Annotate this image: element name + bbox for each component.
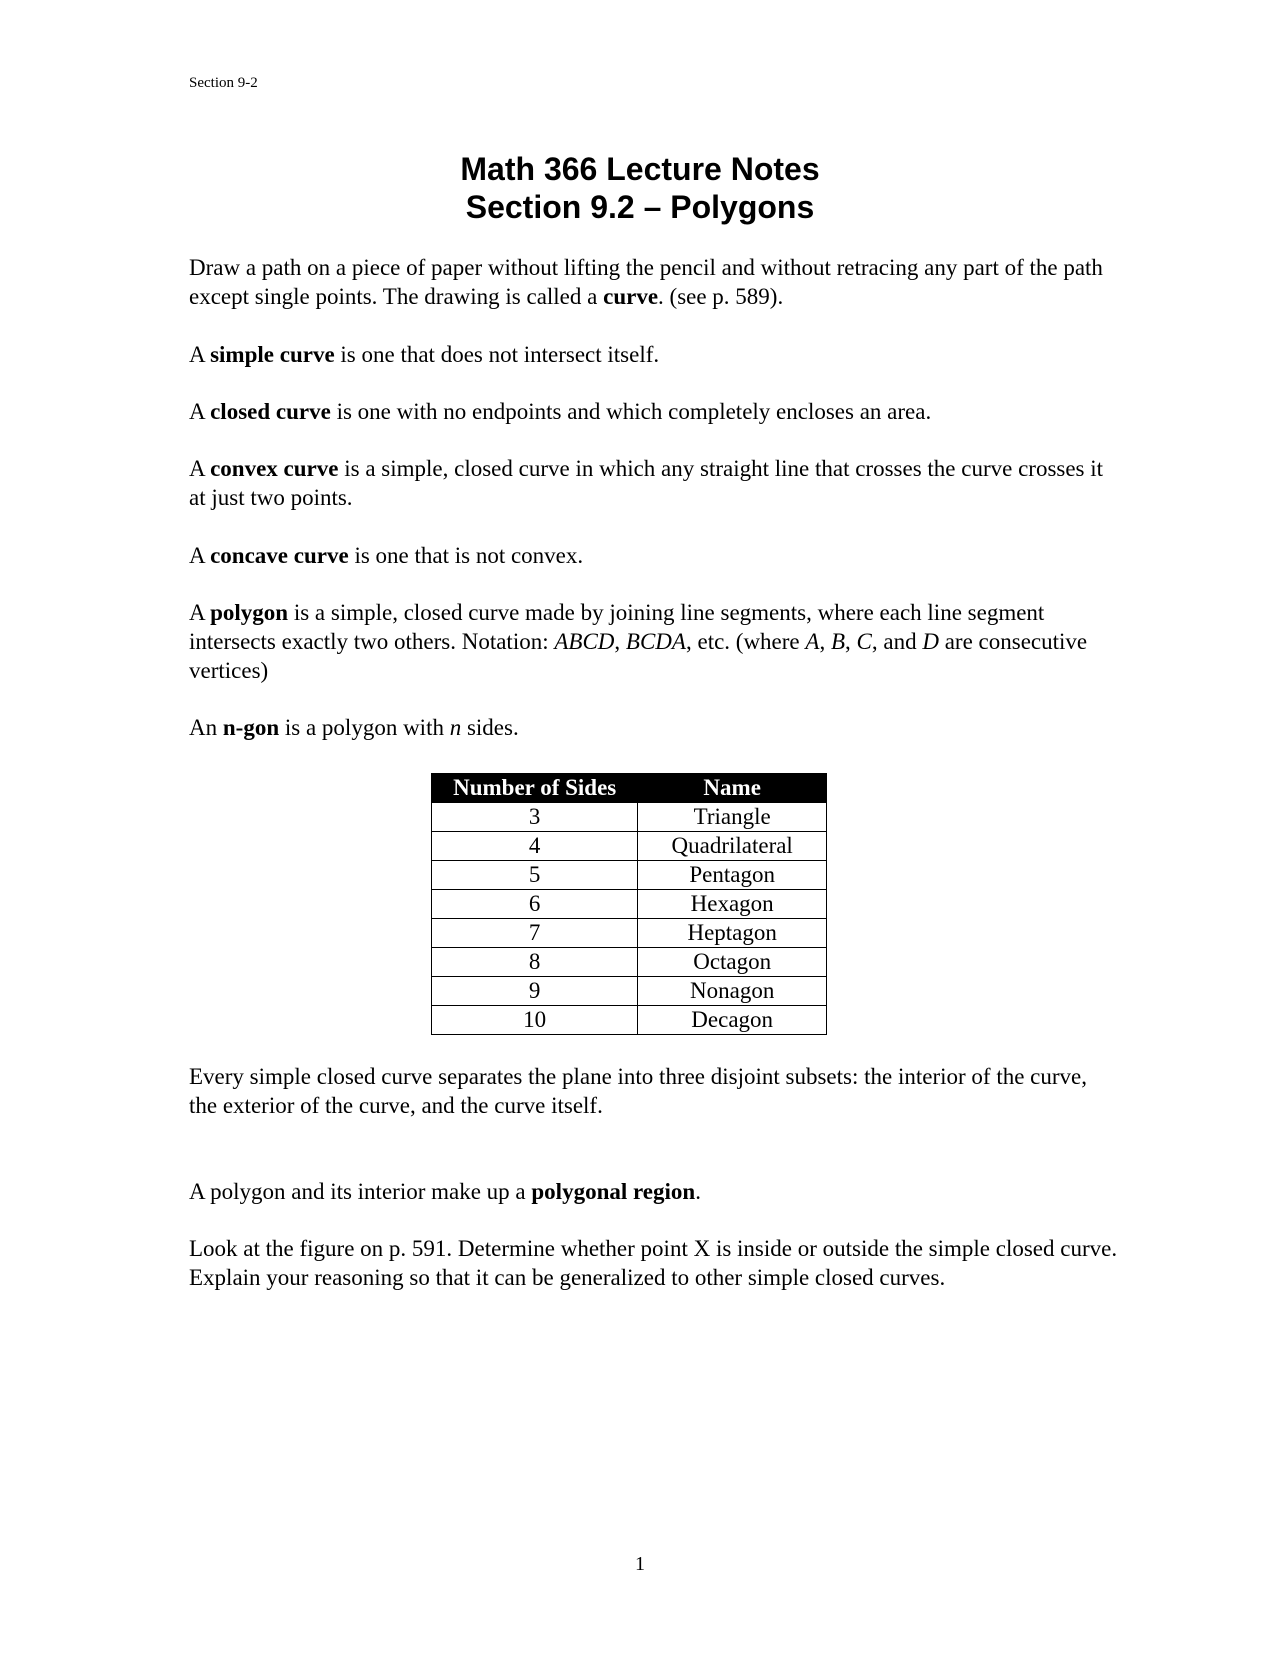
table-row [432, 1006, 827, 1035]
cell-name: Quadrilateral [638, 832, 827, 861]
term-simple-curve: simple curve [210, 342, 335, 367]
paragraph-simple-curve: A simple curve is one that does not intersect itself. [189, 342, 660, 367]
table-row [432, 948, 827, 977]
table-row [432, 832, 827, 861]
paragraph-polygonal-region: A polygon and its interior make up a polygonal region. [189, 1179, 701, 1204]
column-header-name: Name [638, 774, 827, 803]
document-title-line1: Math 366 Lecture Notes [460, 151, 820, 187]
term-convex-curve: convex curve [210, 456, 339, 481]
polygon-names-table [431, 773, 827, 1035]
cell-sides: 4 [432, 832, 638, 861]
cell-sides: 10 [432, 1006, 638, 1035]
cell-sides: 8 [432, 948, 638, 977]
term-n-gon: n-gon [222, 715, 280, 740]
cell-name: Octagon [638, 948, 827, 977]
cell-name: Heptagon [638, 919, 827, 948]
cell-sides: 9 [432, 977, 638, 1006]
table-row [432, 919, 827, 948]
table-row [432, 861, 827, 890]
term-polygon: polygon [210, 600, 289, 625]
table-header-row [432, 774, 827, 803]
cell-sides: 7 [432, 919, 638, 948]
paragraph-plane-subsets: Every simple closed curve separates the plane into three disjoint subsets: the interior of the curve, the exterior of the curve, and the curve itself. [189, 1064, 1087, 1118]
cell-name: Decagon [638, 1006, 827, 1035]
table-row [432, 803, 827, 832]
cell-name: Pentagon [638, 861, 827, 890]
cell-sides: 3 [432, 803, 638, 832]
table-row [432, 890, 827, 919]
cell-name: Triangle [638, 803, 827, 832]
cell-sides: 5 [432, 861, 638, 890]
term-concave-curve: concave curve [210, 543, 349, 568]
paragraph-n-gon: An n-gon is a polygon with n sides. [189, 715, 519, 740]
paragraph-exercise: Look at the figure on p. 591. Determine whether point X is inside or outside the simple closed curve. Explain your reasoning so that it can be generalized to other simple closed curves. [189, 1236, 1118, 1290]
document-title-line2: Section 9.2 – Polygons [465, 189, 815, 225]
table-row [432, 977, 827, 1006]
paragraph-concave-curve: A concave curve is one that is not convex. [189, 543, 584, 568]
section-header: Section 9-2 [189, 75, 258, 91]
paragraph-polygon: A polygon is a simple, closed curve made by joining line segments, where each line segment intersects exactly two others. Notation: ABCD, BCDA, etc. (where A, B, C, and D are consecutive vertices) [189, 600, 1088, 683]
cell-name: Nonagon [638, 977, 827, 1006]
term-curve: curve [603, 284, 659, 309]
term-closed-curve: closed curve [210, 399, 331, 424]
term-polygonal-region: polygonal region [531, 1179, 696, 1204]
paragraph-curve-definition: Draw a path on a piece of paper without lifting the pencil and without retracing any part of the path except single points. The drawing is called a curve. (see p. 589). [189, 255, 1103, 309]
paragraph-closed-curve: A closed curve is one with no endpoints and which completely encloses an area. [189, 399, 932, 424]
page-number: 1 [635, 1553, 645, 1575]
paragraph-convex-curve: A convex curve is a simple, closed curve in which any straight line that crosses the curve crosses it at just two points. [189, 456, 1104, 510]
cell-sides: 6 [432, 890, 638, 919]
cell-name: Hexagon [638, 890, 827, 919]
column-header-number-of-sides: Number of Sides [432, 774, 638, 803]
